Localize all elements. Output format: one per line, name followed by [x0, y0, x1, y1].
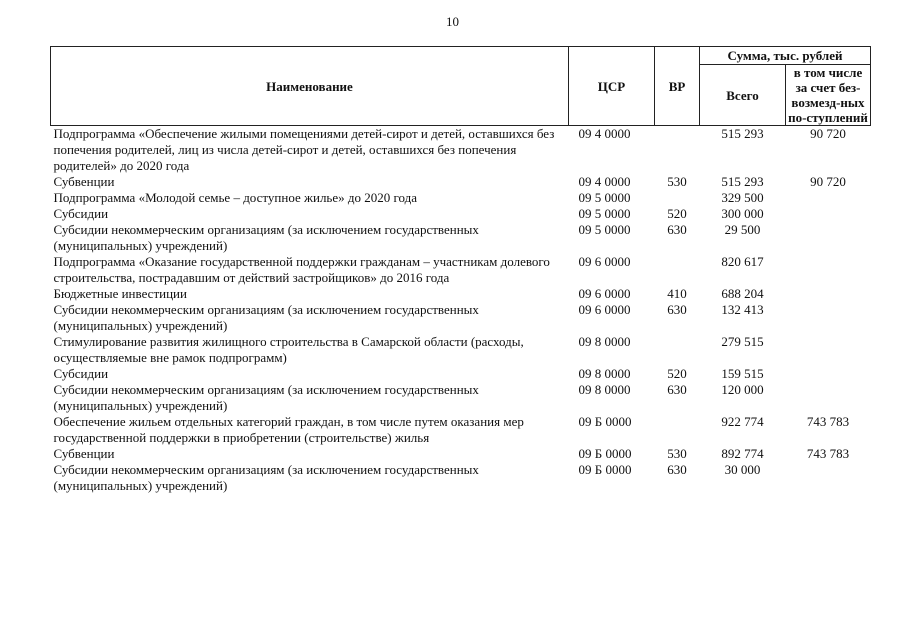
header-csr: ЦСР: [569, 47, 655, 126]
row-name: Подпрограмма «Обеспечение жилыми помещениями детей-сирот и детей, оставшихся без попечения родителей, лиц из числа детей-сирот и детей, оставшихся без попечения родителей» до 2020 года: [53, 126, 555, 173]
row-csr: 09 8 0000: [578, 366, 631, 381]
row-csr: 09 5 0000: [578, 222, 631, 237]
row-name: Субсидии: [53, 206, 109, 221]
table-row: [51, 174, 871, 190]
row-csr: 09 6 0000: [578, 286, 631, 301]
row-total: 300 000: [721, 206, 764, 221]
row-csr: 09 5 0000: [578, 206, 631, 221]
row-vr: [655, 334, 700, 366]
row-name: Субсидии некоммерческим организациям (за исключением государственных (муниципальных) учреждений): [53, 462, 479, 493]
row-total: 29 500: [724, 222, 761, 237]
row-csr: 09 5 0000: [578, 190, 631, 205]
row-name: Подпрограмма «Молодой семье – доступное жилье» до 2020 года: [53, 190, 418, 205]
row-name: Субвенции: [53, 174, 115, 189]
row-free-receipts: [786, 366, 871, 382]
table-row: [51, 302, 871, 334]
row-vr: 630: [667, 302, 687, 317]
row-total: 922 774: [721, 414, 764, 429]
table-row: [51, 462, 871, 494]
row-total: 120 000: [721, 382, 764, 397]
row-vr: [655, 126, 700, 175]
row-csr: 09 4 0000: [578, 174, 631, 189]
row-total: 688 204: [721, 286, 764, 301]
row-free-receipts: [786, 190, 871, 206]
table-row: [51, 206, 871, 222]
table-row: [51, 382, 871, 414]
row-name: Обеспечение жильем отдельных категорий граждан, в том числе путем оказания мер государственной поддержки в приобретении (строительстве) жилья: [53, 414, 524, 445]
header-total: Всего: [700, 65, 786, 126]
row-free-receipts: [786, 462, 871, 494]
table-row: [51, 414, 871, 446]
table-row: [51, 126, 871, 175]
row-vr: 520: [667, 206, 687, 221]
row-name: Субсидии некоммерческим организациям (за исключением государственных (муниципальных) учреждений): [53, 382, 479, 413]
row-csr: 09 Б 0000: [578, 446, 632, 461]
table-row: [51, 446, 871, 462]
page-number: 10: [446, 14, 459, 29]
row-csr: 09 8 0000: [578, 382, 631, 397]
header-vr: ВР: [655, 47, 700, 126]
row-free-receipts: [786, 382, 871, 414]
row-vr: [655, 190, 700, 206]
row-csr: 09 Б 0000: [578, 414, 632, 429]
row-vr: 530: [667, 446, 687, 461]
row-csr: 09 4 0000: [578, 126, 631, 141]
row-free-receipts: 743 783: [806, 414, 850, 429]
row-vr: [655, 414, 700, 446]
row-free-receipts: [786, 206, 871, 222]
row-free-receipts: [786, 334, 871, 366]
row-total: 132 413: [721, 302, 764, 317]
table-header: [51, 47, 871, 126]
row-name: Субсидии некоммерческим организациям (за исключением государственных (муниципальных) учреждений): [53, 302, 479, 333]
header-free-receipts: в том числе за счет без-возмезд-ных по-ступлений: [786, 65, 871, 126]
row-csr: 09 6 0000: [578, 254, 631, 269]
table-row: [51, 366, 871, 382]
header-name: Наименование: [51, 47, 569, 126]
row-free-receipts: [786, 222, 871, 254]
row-vr: 530: [667, 174, 687, 189]
row-name: Субсидии: [53, 366, 109, 381]
row-free-receipts: 90 720: [810, 174, 846, 189]
row-csr: 09 6 0000: [578, 302, 631, 317]
row-csr: 09 8 0000: [578, 334, 631, 349]
table-row: [51, 254, 871, 286]
row-total: 515 293: [721, 174, 764, 189]
row-vr: 630: [667, 382, 687, 397]
table-row: [51, 222, 871, 254]
table-body: [51, 126, 871, 495]
row-name: Подпрограмма «Оказание государственной поддержки гражданам – участникам долевого строительства, пострадавшим от действий застройщиков» до 2016 года: [53, 254, 550, 285]
row-total: 892 774: [721, 446, 764, 461]
row-total: 820 617: [721, 254, 764, 269]
row-vr: 630: [667, 222, 687, 237]
row-free-receipts: 743 783: [806, 446, 850, 461]
row-vr: [655, 254, 700, 286]
row-name: Субсидии некоммерческим организациям (за исключением государственных (муниципальных) учреждений): [53, 222, 479, 253]
row-total: 329 500: [721, 190, 764, 205]
table-row: [51, 190, 871, 206]
row-vr: 520: [667, 366, 687, 381]
row-free-receipts: [786, 286, 871, 302]
row-name: Субвенции: [53, 446, 115, 461]
row-total: 515 293: [721, 126, 764, 141]
header-sum-group: Сумма, тыс. рублей: [700, 47, 871, 65]
row-total: 279 515: [721, 334, 764, 349]
row-free-receipts: [786, 302, 871, 334]
table-row: [51, 286, 871, 302]
budget-table: [50, 46, 871, 494]
row-name: Бюджетные инвестиции: [53, 286, 187, 301]
row-free-receipts: [786, 254, 871, 286]
row-csr: 09 Б 0000: [578, 462, 632, 477]
row-total: 30 000: [724, 462, 761, 477]
table-row: [51, 334, 871, 366]
row-name: Стимулирование развития жилищного строительства в Самарской области (расходы, осуществляемые вне рамок подпрограмм): [53, 334, 524, 365]
row-free-receipts: 90 720: [810, 126, 846, 141]
row-vr: 630: [667, 462, 687, 477]
row-vr: 410: [667, 286, 687, 301]
row-total: 159 515: [721, 366, 764, 381]
